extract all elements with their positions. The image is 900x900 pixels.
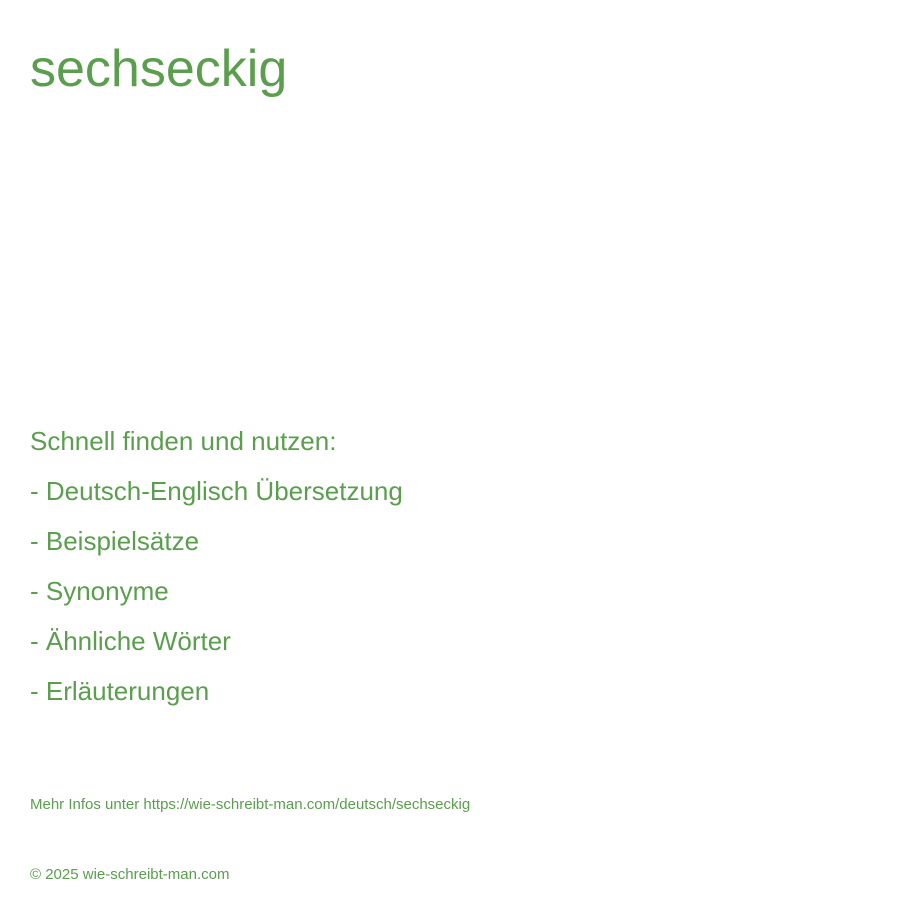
more-info-text: Mehr Infos unter https://wie-schreibt-man.com/deutsch/sechseckig [30, 796, 471, 813]
feature-item-example-sentences: - Beispielsätze [30, 526, 200, 556]
feature-item-explanations: - Erläuterungen [30, 676, 210, 706]
feature-list-heading: Schnell finden und nutzen: [30, 426, 337, 456]
feature-list [30, 424, 403, 724]
page-title: sechseckig [30, 40, 288, 98]
feature-item-translation: - Deutsch-Englisch Übersetzung [30, 476, 403, 506]
feature-item-synonyms: - Synonyme [30, 576, 169, 606]
feature-item-similar-words: - Ähnliche Wörter [30, 626, 231, 656]
copyright-notice: © 2025 wie-schreibt-man.com [30, 866, 230, 883]
